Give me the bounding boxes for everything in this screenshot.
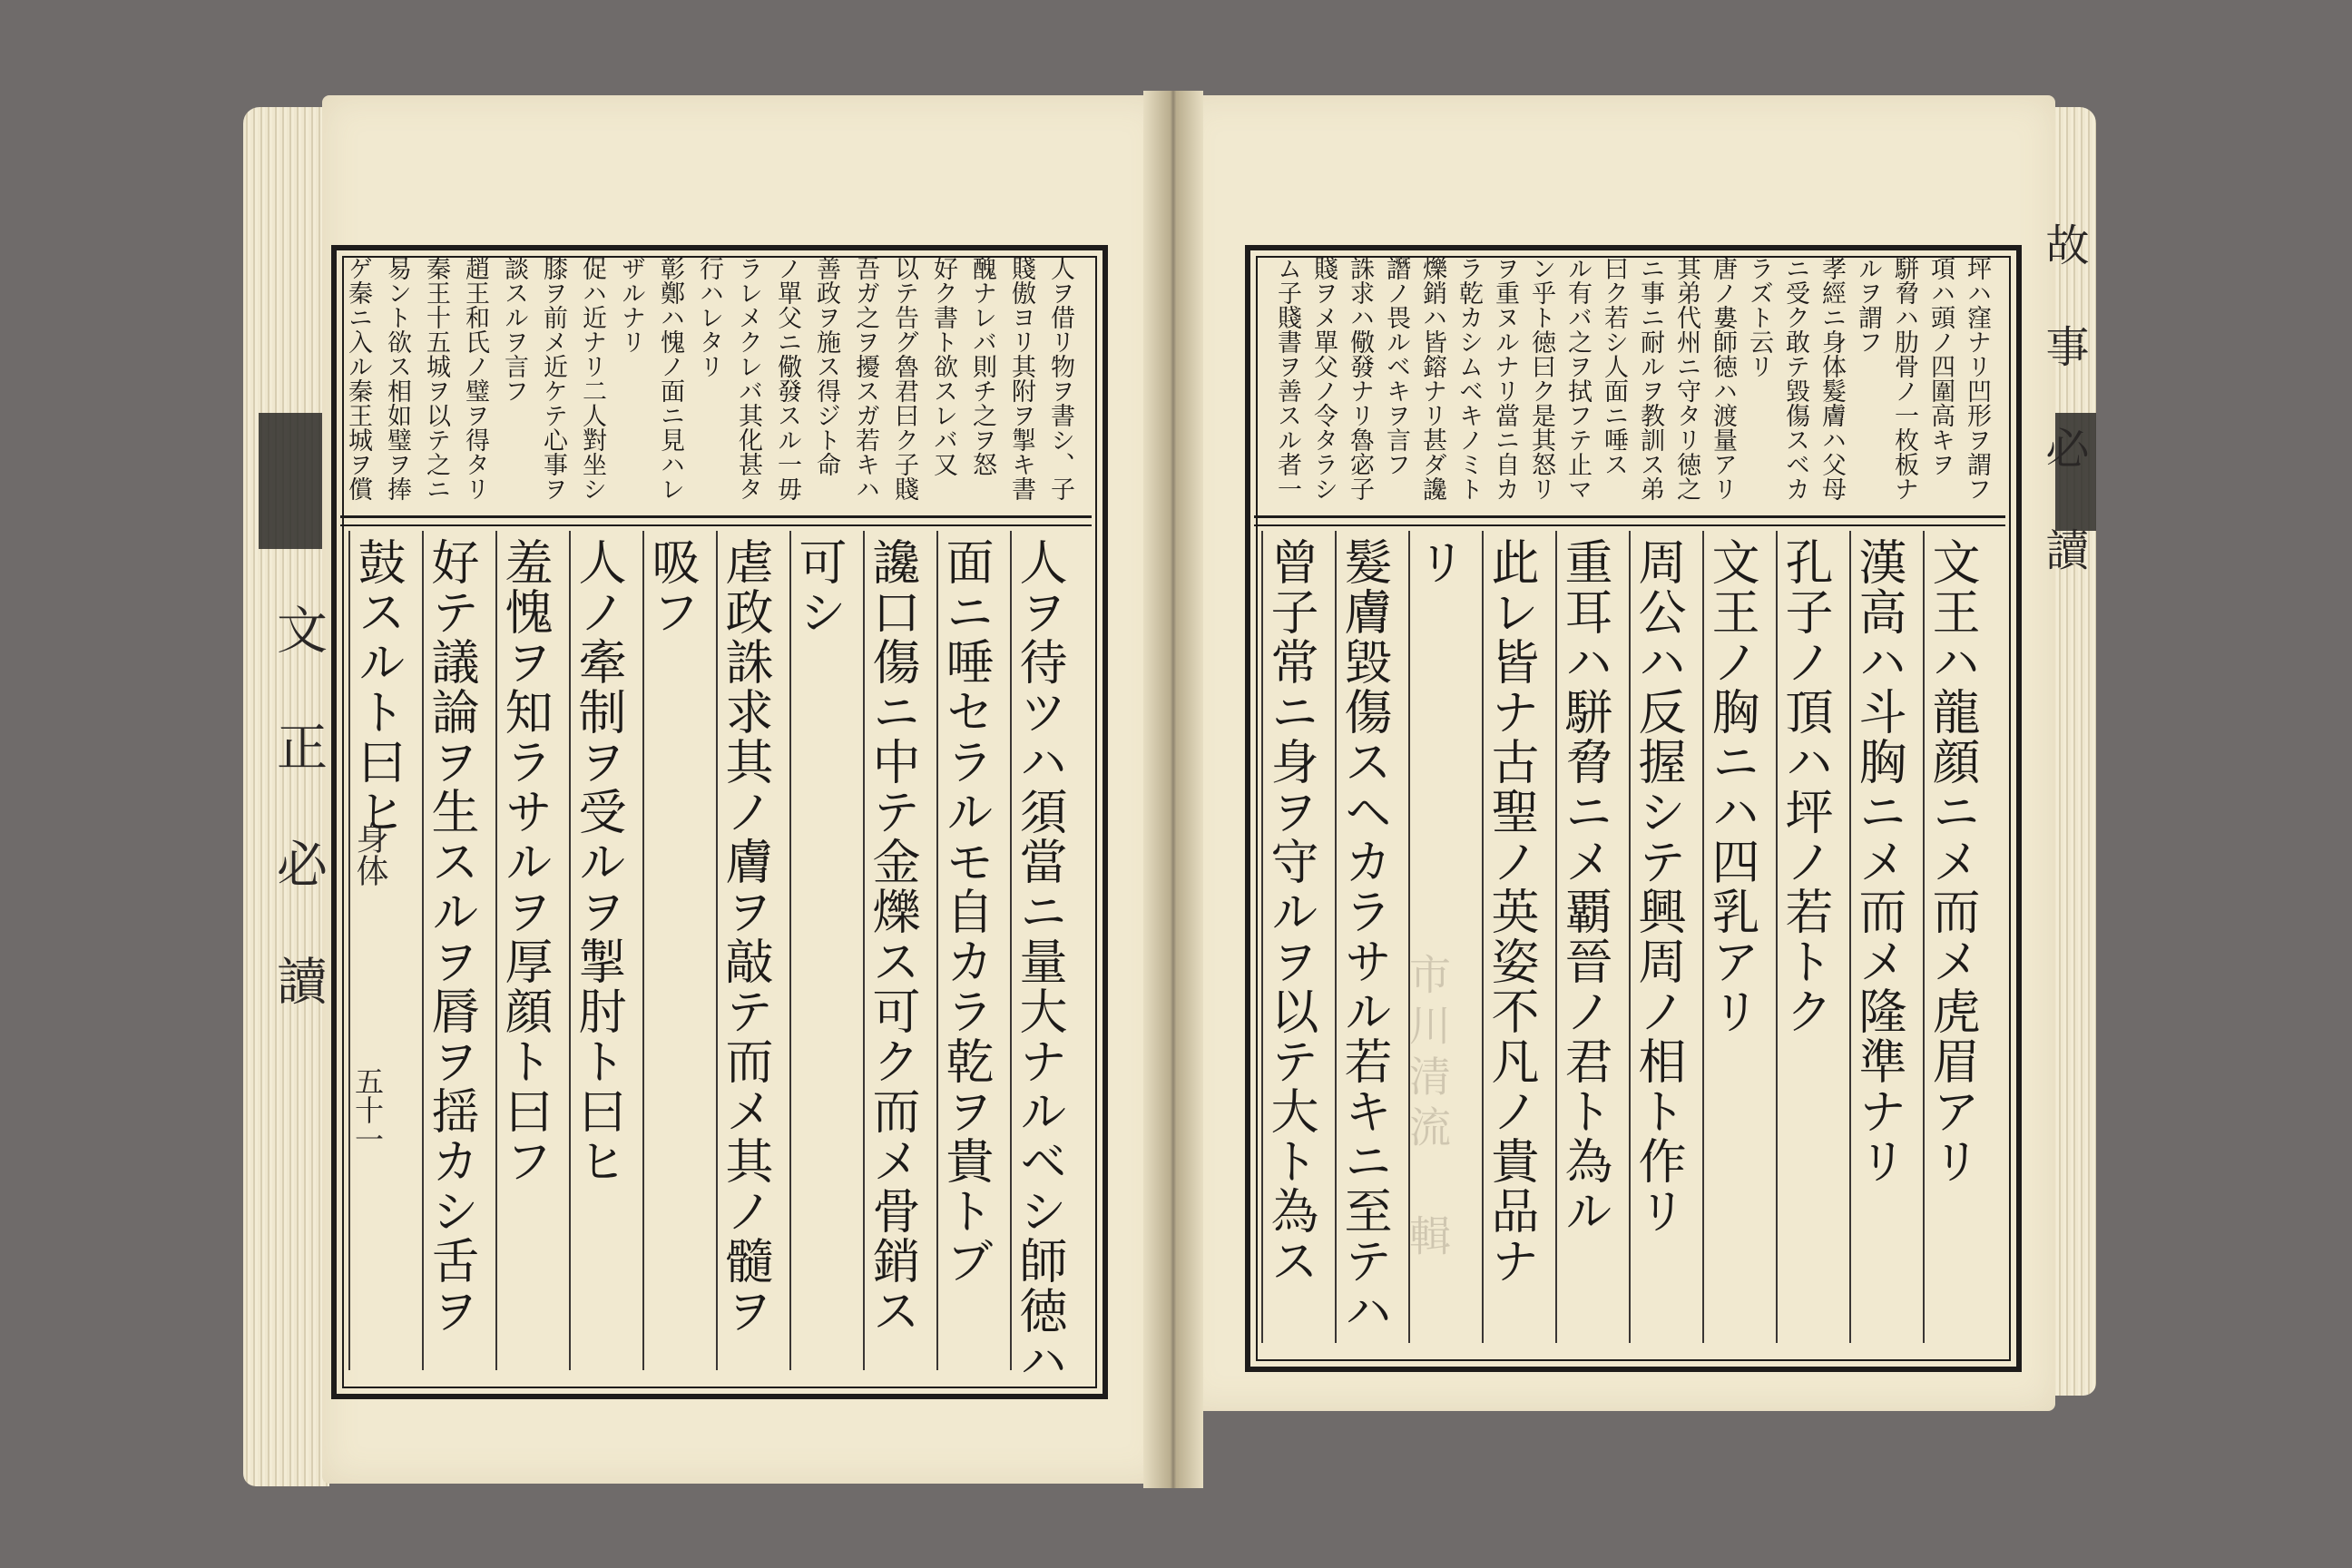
main-text-column: 漢高ハ斗胸ニメ而メ隆準ナリ xyxy=(1851,537,1906,1186)
note-column: 彰鄭ハ愧ノ面ニ見ハレ xyxy=(656,256,684,501)
column-rule xyxy=(1482,531,1484,1343)
note-column: 賤傲ヨリ其附ヲ掣キ書 xyxy=(1007,256,1035,501)
main-text-column: 曾子常ニ身ヲ守ルヲ以テ大ト為ス xyxy=(1263,537,1318,1286)
column-rule xyxy=(863,531,865,1370)
main-text-column: 孔子ノ頂ハ坪ノ若トク xyxy=(1778,537,1833,1036)
right-header-rule xyxy=(1254,515,2005,518)
left-spine-title: 文 正 必 讀 xyxy=(269,603,328,1009)
note-column: 駢脅ハ肋骨ノ一枚板ナ xyxy=(1890,256,1918,501)
note-column: 以テ告グ魯君曰ク子賤 xyxy=(890,256,918,501)
column-rule xyxy=(495,531,497,1370)
note-column: ル有バ之ヲ拭フテ止マ xyxy=(1563,256,1592,501)
note-column: 好ク書ト欲スレバ又 xyxy=(929,256,957,476)
note-column: ニ事ニ耐ルヲ教訓ス弟 xyxy=(1636,256,1664,501)
main-text-column: 人ノ牽制ヲ受ルヲ掣肘ト曰ヒ xyxy=(571,537,626,1186)
note-column: ノ單父ニ儆發スル一毋 xyxy=(773,256,801,501)
note-column: 促ハ近ナリ二人對坐シ xyxy=(578,256,606,501)
column-rule xyxy=(569,531,571,1370)
note-column: 談スルヲ言フ xyxy=(500,256,528,403)
note-column: 爍銷ハ皆鎔ナリ甚ダ讒 xyxy=(1418,256,1446,501)
publisher-stamp: 市川清流 輯 xyxy=(1403,953,1452,1265)
note-column: 賤ヲメ單父ノ令タラシ xyxy=(1309,256,1338,501)
note-column: ニ受ク敢テ毀傷スベカ xyxy=(1781,256,1809,501)
note-column: 其弟代州ニ守タリ徳之 xyxy=(1672,256,1700,501)
note-column: 秦王十五城ヲ以テ之ニ xyxy=(422,256,450,501)
note-column: 吾ガ之ヲ擾スガ若キハ xyxy=(851,256,879,501)
column-rule xyxy=(789,531,791,1370)
main-text-column: 重耳ハ駢脅ニメ覇晉ノ君ト為ル xyxy=(1557,537,1612,1236)
book-gutter xyxy=(1143,91,1203,1488)
note-column: 醜ナレバ則チ之ヲ怒 xyxy=(968,256,996,476)
note-column: ラズト云リ xyxy=(1745,256,1773,378)
main-text-column: 羞愧ヲ知ラサルヲ厚顔ト曰フ xyxy=(497,537,553,1186)
note-column: 曰ク若シ人面ニ唾ス xyxy=(1600,256,1628,476)
note-column: ザルナリ xyxy=(617,256,645,354)
note-column: 膝ヲ前メ近ケテ心事ヲ xyxy=(539,256,567,501)
left-header-rule-thin xyxy=(340,524,1092,526)
main-text-column: 好テ議論ヲ生スルヲ脣ヲ揺カシ舌ヲ xyxy=(424,537,479,1336)
main-text-column: 文王ノ胸ニハ四乳アリ xyxy=(1704,537,1759,1036)
main-text-column: 此レ皆ナ古聖ノ英姿不凡ノ貴品ナ xyxy=(1484,537,1539,1286)
main-text-column: 可シ xyxy=(791,537,847,637)
main-text-column: 人ヲ待ツハ須當ニ量大ナルベシ師徳ハ xyxy=(1012,537,1067,1386)
column-rule xyxy=(1629,531,1631,1343)
main-text-column: 讒口傷ニ中テ金爍ス可ク而メ骨銷ス xyxy=(865,537,920,1336)
note-column: 坪ハ窪ナリ凹形ヲ謂フ xyxy=(1963,256,1991,501)
note-column: ヲ重ヌルナリ當ニ自カ xyxy=(1491,256,1519,501)
left-header-rule xyxy=(340,515,1092,518)
column-rule xyxy=(1010,531,1012,1370)
column-rule xyxy=(1555,531,1557,1343)
note-column: 善政ヲ施ス得ジト命 xyxy=(812,256,840,476)
column-rule xyxy=(1776,531,1778,1343)
column-rule xyxy=(422,531,424,1370)
note-column: 孝經ニ身体髮膚ハ父母 xyxy=(1818,256,1846,501)
note-column: 趙王和氏ノ璧ヲ得タリ xyxy=(461,256,489,501)
note-column: 行ハレタリ xyxy=(695,256,723,378)
page-number: 五十一 xyxy=(350,1066,385,1153)
note-column: ルヲ謂フ xyxy=(1854,256,1882,354)
note-column: ラレメクレバ其化甚タ xyxy=(734,256,762,501)
main-text-column: 文王ハ龍顔ニメ而メ虎眉アリ xyxy=(1925,537,1980,1186)
note-column: ン乎ト徳曰ク是其怒リ xyxy=(1527,256,1555,501)
column-rule xyxy=(1923,531,1925,1343)
column-rule xyxy=(1261,531,1263,1343)
main-text-column: 吸フ xyxy=(644,537,700,637)
column-rule xyxy=(348,531,350,1370)
note-column: 項ハ頭ノ四圍高キヲ xyxy=(1926,256,1955,476)
note-column: ラ乾カシムベキノミト xyxy=(1455,256,1483,501)
main-text-column: 鼓スルト曰ヒ xyxy=(350,537,406,837)
main-text-column: 髮膚毀傷スヘカラサル若キニ至テハ xyxy=(1337,537,1392,1336)
right-header-rule-thin xyxy=(1254,524,2005,526)
note-column: 譖ノ畏ルベキヲ言フ xyxy=(1382,256,1410,476)
note-column: ム子賤書ヲ善スル者一 xyxy=(1273,256,1301,501)
right-spine-title: 故 事 必 讀 xyxy=(2038,222,2089,574)
column-rule xyxy=(716,531,718,1370)
note-column: 誅求ハ儆發ナリ魯宓子 xyxy=(1346,256,1374,501)
column-rule xyxy=(936,531,938,1370)
main-text-column: 周公ハ反握シテ興周ノ相ト作リ xyxy=(1631,537,1686,1236)
column-rule xyxy=(642,531,644,1370)
left-edge-mark xyxy=(259,413,329,549)
column-rule xyxy=(1335,531,1337,1343)
column-rule xyxy=(1702,531,1704,1343)
main-text-column: 虐政誅求其ノ膚ヲ敲テ而メ其ノ髓ヲ xyxy=(718,537,773,1336)
note-column: ゲ秦ニ入ル秦王城ヲ償 xyxy=(344,256,372,501)
main-text-column: リ xyxy=(1410,537,1465,587)
note-column: 人ヲ借リ物ヲ書シ、子 xyxy=(1046,256,1074,501)
note-column: 唐ノ婁師徳ハ渡量アリ xyxy=(1709,256,1737,501)
note-column: 易ント欲ス相如璧ヲ捧 xyxy=(383,256,411,501)
main-text-column: 面ニ唾セラルモ自カラ乾ヲ貴トブ xyxy=(938,537,994,1286)
section-label: 身体 xyxy=(351,821,388,887)
column-rule xyxy=(1849,531,1851,1343)
